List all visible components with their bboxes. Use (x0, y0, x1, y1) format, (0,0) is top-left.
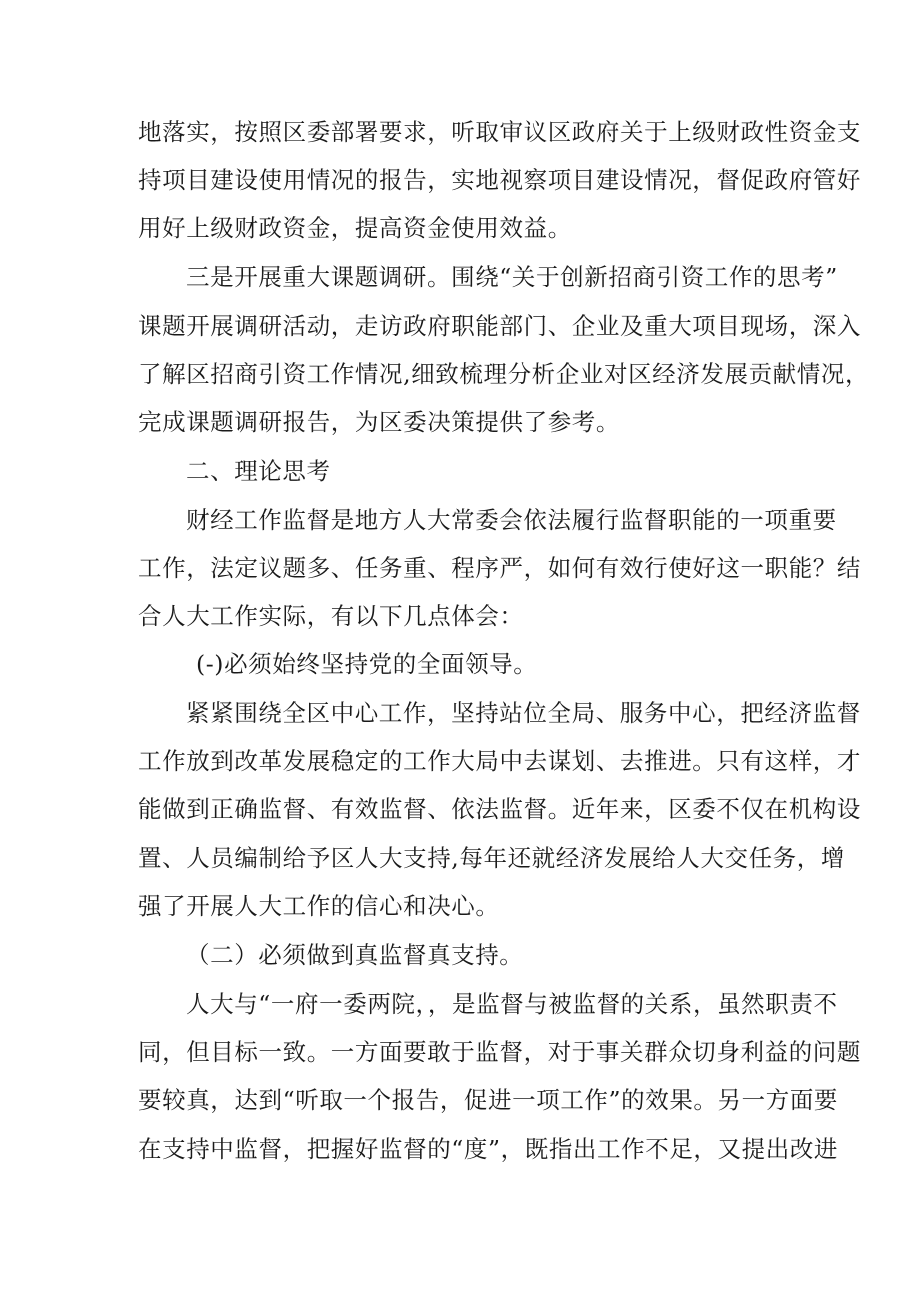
paragraph-line: 持项目建设使用情况的报告，实地视察项目建设情况，督促政府管好 (138, 166, 861, 194)
subsection-heading: （二）必须做到真监督真支持。 (186, 941, 524, 969)
paragraph-line: 紧紧围绕全区中心工作，坚持站位全局、服务中心，把经济监督 (186, 699, 861, 727)
paragraph-line: 工作放到改革发展稳定的工作大局中去谋划、去推进。只有这样，才 (138, 747, 861, 775)
paragraph-line: 三是开展重大课题调研。围绕“关于创新招商引资工作的思考” (186, 263, 838, 291)
paragraph-line: 要较真，达到“听取一个报告，促进一项工作”的效果。另一方面要 (138, 1086, 839, 1114)
paragraph-line: 财经工作监督是地方人大常委会依法履行监督职能的一项重要 (186, 506, 837, 534)
paragraph-line: 地落实，按照区委部署要求，听取审议区政府关于上级财政性资金支 (138, 118, 861, 146)
paragraph-line: 工作，法定议题多、任务重、程序严，如何有效行使好这一职能？结 (138, 554, 861, 582)
paragraph-line: 置、人员编制给予区人大支持,每年还就经济发展给人大交任务，增 (138, 844, 845, 872)
paragraph-line: 人大与“一府一委两院，，是监督与被监督的关系，虽然职责不 (186, 990, 838, 1018)
paragraph-line: 同，但目标一致。一方面要敢于监督，对于事关群众切身利益的问题 (138, 1038, 861, 1066)
paragraph-line: 能做到正确监督、有效监督、依法监督。近年来，区委不仅在机构设 (138, 795, 861, 823)
paragraph-line: 完成课题调研报告，为区委决策提供了参考。 (138, 408, 620, 436)
paragraph-line: 了解区招商引资工作情况,细致梳理分析企业对区经济发展贡献情况， (138, 360, 870, 388)
subsection-heading: (-)必须始终坚持党的全面领导。 (196, 650, 538, 678)
paragraph-line: 合人大工作实际，有以下几点体会： (138, 602, 524, 630)
paragraph-line: 在支持中监督，把握好监督的“度”，既指出工作不足，又提出改进 (138, 1135, 839, 1163)
paragraph-line: 强了开展人大工作的信心和决心。 (138, 892, 500, 920)
paragraph-line: 课题开展调研活动，走访政府职能部门、企业及重大项目现场，深入 (138, 312, 861, 340)
paragraph-line: 用好上级财政资金，提高资金使用效益。 (138, 214, 572, 242)
section-heading: 二、理论思考 (186, 457, 331, 485)
